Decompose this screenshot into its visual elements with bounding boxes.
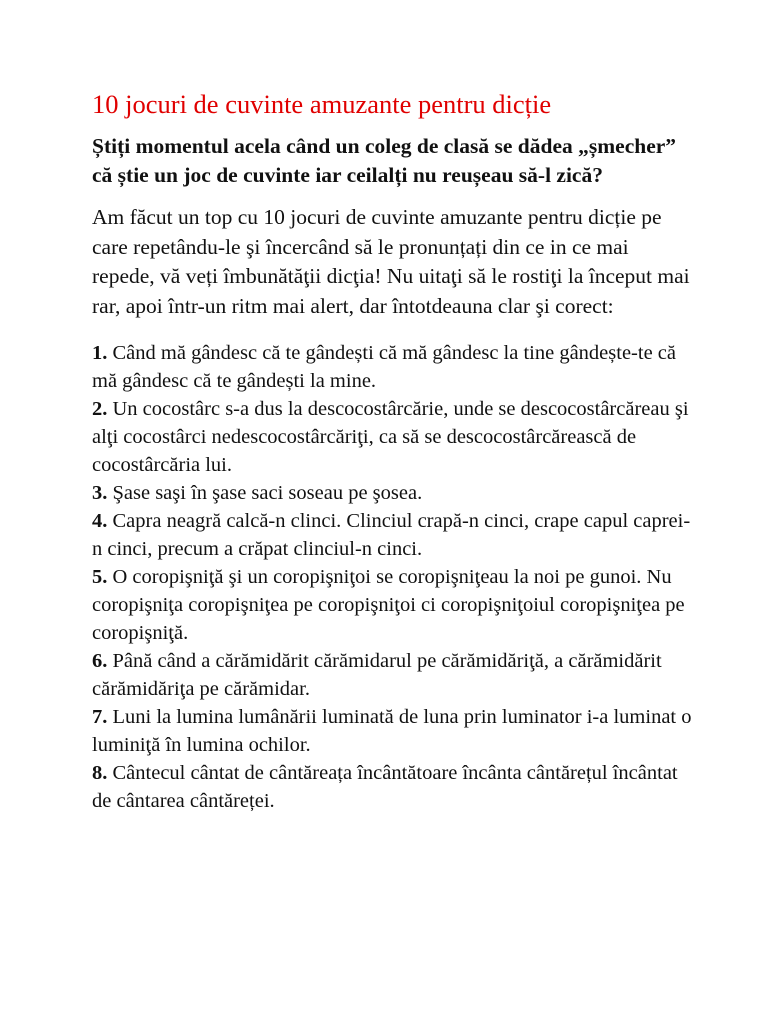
item-number: 4.: [92, 510, 108, 532]
list-item: [92, 395, 692, 479]
item-number: 5.: [92, 566, 108, 588]
list-item: [92, 507, 692, 563]
item-text: Până când a cărămidărit cărămidarul pe cărămidăriţă, a cărămidărit cărămidăriţa pe cărămidar.: [92, 650, 662, 700]
item-text: Şase saşi în şase saci soseau pe şosea.: [112, 482, 423, 504]
item-text: O coropişniţă şi un coropişniţoi se coropişniţeau la noi pe gunoi. Nu coropişniţa coropişniţea pe coropişniţoi ci coropişniţoiul coropişniţea pe coropişniţă.: [92, 566, 685, 644]
list-item: [92, 563, 692, 647]
item-text: Când mă gândesc că te gândești că mă gândesc la tine gândește-te că mă gândesc că te gândești la mine.: [92, 342, 676, 392]
intro-question: Știți momentul acela când un coleg de clasă se dădea „șmecher” că știe un joc de cuvinte iar ceilalți nu reușeau să-l zică?: [92, 134, 677, 187]
item-text: Capra neagră calcă-n clinci. Clinciul crapă-n cinci, crape capul caprei-n cinci, precum a crăpat clinciul-n cinci.: [92, 510, 691, 560]
document-page: [92, 86, 692, 815]
item-number: 2.: [92, 398, 108, 420]
item-number: 3.: [92, 482, 108, 504]
intro-paragraph: Am făcut un top cu 10 jocuri de cuvinte amuzante pentru dicție pe care repetându-le şi încercând să le pronunțați din ce in ce mai repede, vă veți îmbunătăţii dicţia! Nu uitaţi să le rostiţi la început mai rar, apoi într-un ritm mai alert, dar întotdeauna clar şi corect:: [92, 205, 690, 318]
item-text: Cântecul cântat de cântăreața încântătoare încânta cântărețul încântat de cântarea cântăreței.: [92, 762, 678, 812]
list-item: [92, 479, 692, 507]
item-number: 7.: [92, 706, 108, 728]
item-text: Luni la lumina lumânării luminată de luna prin luminator i-a luminat o luminiţă în lumina ochilor.: [92, 706, 692, 756]
tongue-twister-list: [92, 339, 692, 815]
list-item: [92, 647, 692, 703]
list-item: [92, 703, 692, 759]
item-number: 8.: [92, 762, 108, 784]
list-item: [92, 759, 692, 815]
document-title: 10 jocuri de cuvinte amuzante pentru dicție: [92, 89, 552, 119]
item-number: 6.: [92, 650, 108, 672]
item-number: 1.: [92, 342, 108, 364]
item-text: Un cocostârc s-a dus la descocostârcărie, unde se descocostârcăreau şi alţi cocostârci nedescocostârcăriţi, ca să se descocostârcărească de cocostârcăria lui.: [92, 398, 689, 476]
list-item: [92, 339, 692, 395]
